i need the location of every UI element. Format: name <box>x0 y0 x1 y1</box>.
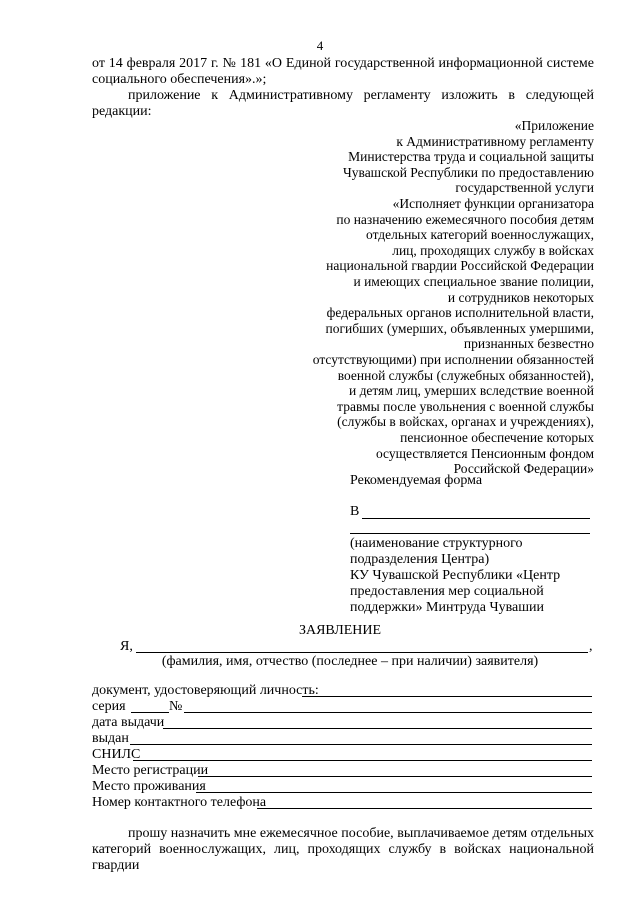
appendix-header-line: военной службы (служебных обязанностей), <box>337 367 594 383</box>
number-label: № <box>169 699 183 714</box>
snils-label: СНИЛС <box>92 747 141 762</box>
issue-date-label: дата выдачи <box>92 715 165 730</box>
series-label: серия <box>92 699 126 714</box>
document-title: ЗАЯВЛЕНИЕ <box>298 623 382 638</box>
appendix-header-line: и сотрудников некоторых <box>447 289 594 305</box>
appendix-header-line: лиц, проходящих службу в войсках <box>392 242 594 258</box>
number-field[interactable] <box>184 712 592 713</box>
applicant-prefix: Я, <box>120 639 133 654</box>
addressee-prefix: В <box>350 504 360 519</box>
issued-by-field[interactable] <box>130 744 592 745</box>
registration-field[interactable] <box>198 776 592 777</box>
intro-line-3: приложение к Административному регламенту изложить в следующей <box>128 88 594 103</box>
phone-label: Номер контактного телефона <box>92 795 267 810</box>
applicant-suffix: , <box>589 639 593 654</box>
identity-doc-field[interactable] <box>302 696 592 697</box>
addressee-note-1: (наименование структурного <box>350 536 523 551</box>
appendix-header-line: погибших (умерших, объявленных умершими, <box>325 320 594 336</box>
appendix-header-line: осуществляется Пенсионным фондом <box>375 445 594 461</box>
appendix-header-line: и детям лиц, умерших вследствие военной <box>348 383 594 399</box>
appendix-header-line: отдельных категорий военнослужащих, <box>366 227 594 243</box>
intro-line-1: от 14 февраля 2017 г. № 181 «О Единой государственной информационной системе <box>92 56 594 71</box>
appendix-header-line: по назначению ежемесячного пособия детям <box>336 211 594 227</box>
recommended-form-label: Рекомендуемая форма <box>350 473 483 488</box>
appendix-header-line: Чувашской Республики по предоставлению <box>342 164 594 180</box>
appendix-header-line: признанных безвестно <box>463 336 594 352</box>
appendix-header-line: Российской Федерации» <box>453 461 594 477</box>
request-line-1: прошу назначить мне ежемесячное пособие, выплачиваемое детям отдельных <box>128 826 594 841</box>
identity-doc-label: документ, удостоверяющий личность: <box>92 683 319 698</box>
appendix-header-line: к Административному регламенту <box>396 133 594 149</box>
snils-field[interactable] <box>133 760 592 761</box>
applicant-name-field[interactable] <box>136 652 588 653</box>
appendix-header-line: травмы после увольнения с военной службы <box>337 398 594 414</box>
appendix-header-line: пенсионное обеспечение которых <box>400 430 594 445</box>
series-field[interactable] <box>131 712 169 713</box>
applicant-caption: (фамилия, имя, отчество (последнее – при наличии) заявителя) <box>161 654 539 669</box>
issued-by-label: выдан <box>92 731 129 746</box>
appendix-header-line: и имеющих специальное звание полиции, <box>353 274 594 289</box>
appendix-header-line: Министерства труда и социальной защиты <box>348 149 594 165</box>
addressee-note-3: КУ Чувашской Республики «Центр <box>350 568 561 583</box>
request-line-2: категорий военнослужащих, лиц, проходящих службу в войсках национальной гвардии <box>92 842 594 873</box>
addressee-note-2: подразделения Центра) <box>350 552 490 567</box>
residence-field[interactable] <box>196 792 592 793</box>
appendix-header-line: национальной гвардии Российской Федерации <box>326 258 594 274</box>
registration-label: Место регистрации <box>92 763 209 778</box>
appendix-header-line: (службы в войсках, органах и учреждениях), <box>337 414 594 430</box>
appendix-header-line: «Исполняет функции организатора <box>392 196 594 211</box>
appendix-header-line: федеральных органов исполнительной власти, <box>326 305 594 321</box>
addressee-note-4: предоставления мер социальной <box>350 584 544 599</box>
intro-line-4: редакции: <box>92 104 152 119</box>
addressee-line-1[interactable] <box>362 518 590 519</box>
page-number: 4 <box>316 38 324 53</box>
residence-label: Место проживания <box>92 779 206 794</box>
appendix-header-line: отсутствующими) при исполнении обязанностей <box>312 352 594 367</box>
appendix-header-line: государственной услуги <box>455 180 594 196</box>
addressee-note-5: поддержки» Минтруда Чувашии <box>350 600 545 615</box>
intro-line-2: социального обеспечения».»; <box>92 72 267 87</box>
phone-field[interactable] <box>257 808 592 809</box>
issue-date-field[interactable] <box>163 728 592 729</box>
addressee-line-2[interactable] <box>350 533 590 534</box>
appendix-header-line: «Приложение <box>514 118 594 133</box>
